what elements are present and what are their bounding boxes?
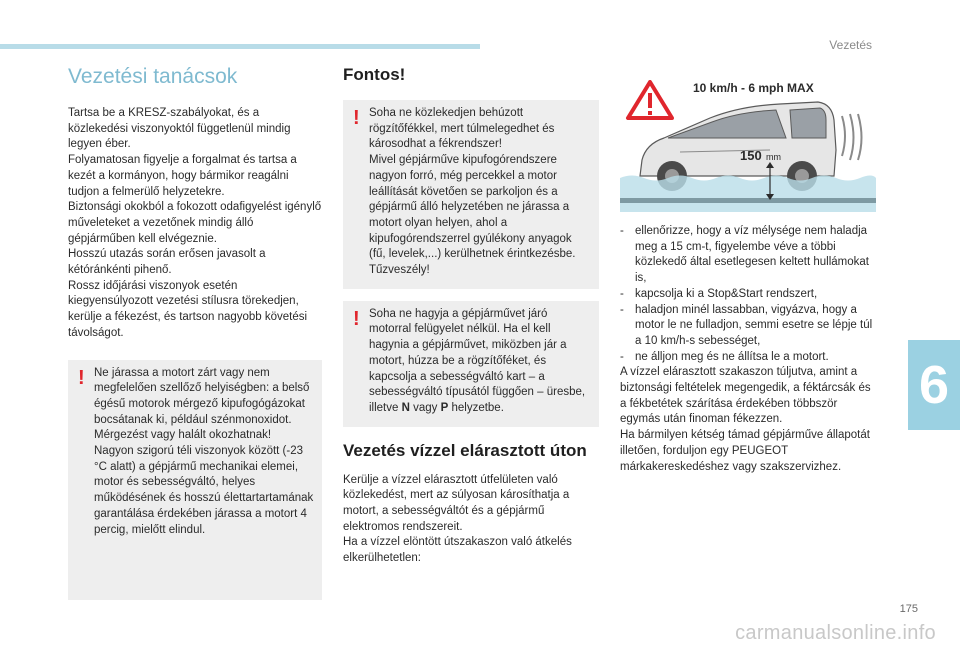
chapter-number: 6 <box>918 355 950 415</box>
important-title: Fontos! <box>343 65 406 84</box>
left-column <box>68 64 322 612</box>
unattended-warning-text: Soha ne hagyja a gépjárművet járó motorral felügyelet nélkül. Ha el kell hagynia a gépjárművet, miközben jár a motort, húzza be a rögzítőféket, és kapcsolja a sebességváltó kart – a sebességváltó típusától függően – üresbe, illetve N vagy P helyzetbe. <box>369 307 586 414</box>
depth-unit: mm <box>766 152 781 162</box>
header-accent-bar <box>0 44 480 49</box>
list-item: - ellenőrizze, hogy a víz mélysége nem haladja meg a 15 cm-t, figyelembe véve a többi közlekedő által esetlegesen keltett hullámokat is, <box>620 225 869 285</box>
parking-brake-warning-box <box>343 100 599 289</box>
depth-label: 150 <box>740 148 762 163</box>
section-name: Vezetés <box>829 38 872 52</box>
flood-title: Vezetés vízzel elárasztott úton <box>343 440 587 460</box>
warning-icon: ! <box>353 307 360 330</box>
gear-p: P <box>440 401 449 414</box>
flood-closing: A vízzel elárasztott szakaszon túljutva, amint a biztonsági feltételek megengedik, a féktárcsák és a fékbetétek szárítása érdekében többször egymás után finoman fékezzen. Ha bármilyen kétség támad gépjárműve állapotát illetően, forduljon egy PEUGEOT márkakereskedéshez vagy szakszervizhez. <box>620 366 871 473</box>
driving-tips-title: Vezetési tanácsok <box>68 65 238 88</box>
middle-column <box>343 64 599 567</box>
engine-warning-text: Ne járassa a motort zárt vagy nem megfelelően szellőző helyiségben: a belső égésű motorok mérgező kipufogógázokat bocsátanak ki, például szénmonoxidot. Mérgezést vagy halált okozhatnak! Nagyon szigorú téli viszonyok között (-23 °C alatt) a gépjármű mechanikai elemei, motor és sebességváltó, helyes működésének és hosszú élettartartamának garantálása érdekében járassa a motort 4 percig, mielőtt elindul. <box>94 366 314 536</box>
unattended-warning-box <box>343 301 599 427</box>
list-item: - haladjon minél lassabban, vigyázva, hogy a motor le ne fulladjon, semmi esetre se lépje túl a 10 km/h-s sebességet, <box>620 303 873 347</box>
page-number: 175 <box>899 603 918 615</box>
car-in-water-drawing <box>620 80 876 212</box>
driving-tips-body: Tartsa be a KRESZ-szabályokat, és a közlekedési viszonyoktól függetlenül mindig legyen éber. Folyamatosan figyelje a forgalmat és tartsa a kezét a kormányon, hogy bármikor reagálni tudjon a felmerülő helyzetekre. Biztonsági okokból a fokozott odafigyelést igénylő műveleteket a vezetőnek mindig álló gépjárműben kell elvégeznie. Hosszú utazás során erősen javasolt a kétóránkénti pihenő. Rossz időjárási viszonyok esetén kiegyensúlyozott vezetési stílusra törekedjen, kerülje a fékezést, és tartson nagyobb követési távolságot. <box>68 107 322 339</box>
flood-checklist <box>620 224 876 365</box>
warning-icon: ! <box>78 366 85 389</box>
water-surface <box>620 176 876 213</box>
flood-body: Kerülje a vízzel elárasztott útfelületen való közlekedést, mert az súlyosan károsíthatja a motort, a sebességváltót és a gépjármű elektromos rendszereit. Ha a vízzel elöntött útszakaszon való átkelés elkerülhetetlen: <box>343 473 572 565</box>
watermark: carmanualsonline.info <box>735 622 936 644</box>
gear-n: N <box>401 401 410 414</box>
speed-label: 10 km/h - 6 mph MAX <box>693 81 814 95</box>
warning-triangle-icon <box>628 82 672 118</box>
flood-illustration <box>620 80 876 212</box>
warning-icon: ! <box>353 107 360 129</box>
right-column <box>620 80 876 475</box>
engine-warning-box <box>68 360 322 600</box>
road-line <box>620 198 876 203</box>
parking-brake-warning-text: Soha ne közlekedjen behúzott rögzítőfékkel, mert túlmelegedhet és károsodhat a fékrendszer! Mivel gépjárműve kipufogórendszere nagyon forró, még percekkel a motor leállítását követően se parkoljon és a gépjármű álló helyzetében ne járassa a motort olyan helyen, ahol a kipufogórendszerrel gyúlékony anyagok (fű, levelek,...) kerülhetnek érintkezésbe. Tűzveszély! <box>369 107 576 277</box>
list-item: - kapcsolja ki a Stop&Start rendszert, <box>620 287 818 300</box>
list-item: - ne álljon meg és ne állítsa le a motort. <box>620 350 829 363</box>
